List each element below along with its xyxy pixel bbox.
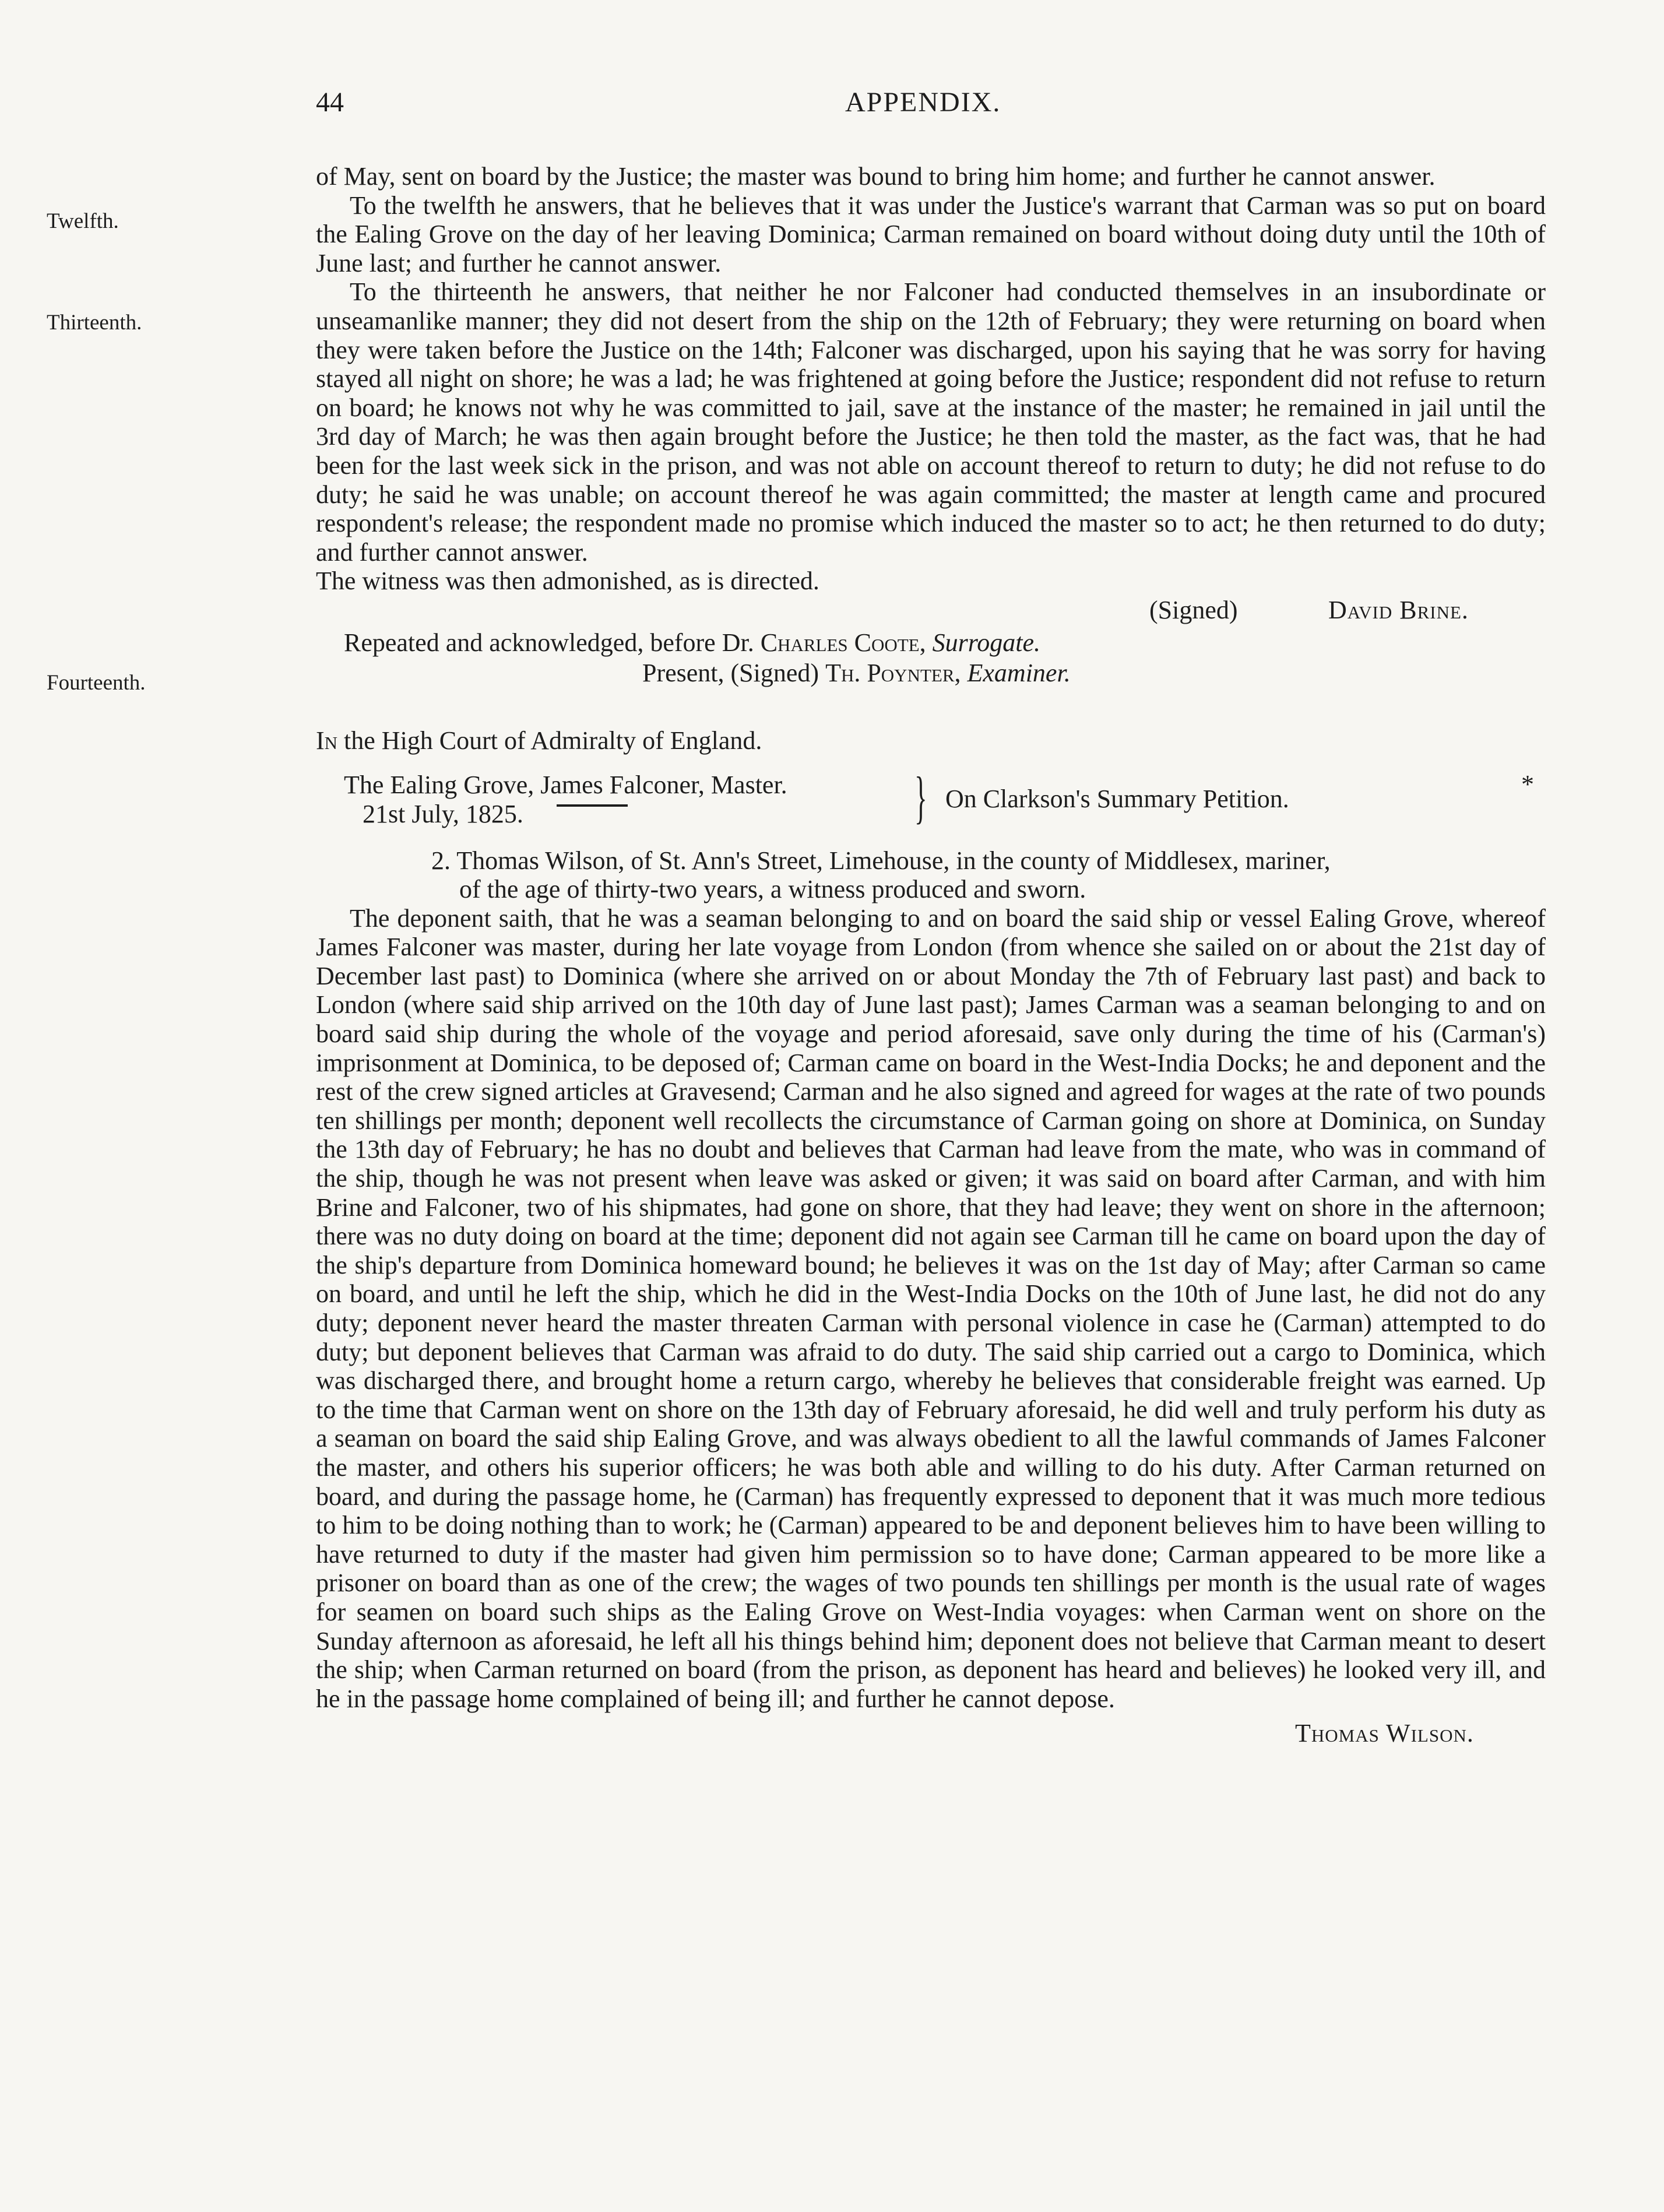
signature-line-brine	[316, 596, 1546, 628]
asterisk-mark: *	[1521, 770, 1534, 799]
signature-line-wilson	[316, 1719, 1546, 1754]
surrogate-role: Surrogate.	[932, 628, 1040, 657]
paragraph-twelfth: To the twelfth he answers, that he believes that it was under the Justice's warrant that Carman was so put on board the Ealing Grove on the day of her leaving Dominica; Carman remained on board without doing duty until the 10th of June last; and further he cannot answer.	[316, 191, 1546, 277]
witness-intro-line1: 2. Thomas Wilson, of St. Ann's Street, Limehouse, in the county of Middlesex, mariner,	[431, 846, 1331, 875]
court-heading-text: the High Court of Admiralty of England.	[337, 726, 762, 755]
page-body	[316, 162, 1546, 1754]
examiner-name: Th. Poynter,	[825, 658, 961, 687]
examiner-role: Examiner.	[967, 658, 1071, 687]
signatory-name: David Brine.	[1328, 595, 1469, 624]
court-heading	[316, 726, 1546, 755]
paragraph-fourteenth: The witness was then admonished, as is directed.	[316, 567, 819, 596]
witness-signature: Thomas Wilson.	[1295, 1719, 1474, 1748]
running-title: APPENDIX.	[845, 87, 1001, 118]
deposition-text: The deponent saith, that he was a seaman belonging to and on board the said ship or vessel Ealing Grove, whereof James Falconer was master, during her late voyage from London (from whence she sailed on or about the 21st day of December last past) to Dominica (where she arrived on or about Monday the 7th of February last past) and back to London (where said ship arrived on the 10th day of June last past); James Carman was a seaman belonging to and on board said ship during the whole of the voyage and period aforesaid, save only during the time of his (Carman's) imprisonment at Dominica, to be deposed of; Carman came on board in the West-India Docks; he and deponent and the rest of the crew signed articles at Gravesend; Carman and he also signed and agreed for wages at the rate of two pounds ten shillings per month; deponent well recollects the circumstance of Carman going on shore at Dominica, on Sunday the 13th day of February; he has no doubt and believes that Carman had leave from the mate, who was in command of the ship, though he was not present when leave was asked or given; it was said on board after Carman, and with him Brine and Falconer, two of his shipmates, had gone on shore, that they had leave; they went on shore in the afternoon; there was no duty doing on board at the time; deponent did not again see Carman till he came on board upon the day of the ship's departure from Dominica homeward bound; he believes it was on the 1st day of May; after Carman so came on board, and until he left the ship, which he did in the West-India Docks on the 10th of June last, he did not do any duty; deponent never heard the master threaten Carman with personal violence in case he (Carman) attempted to do duty; but deponent believes that Carman was afraid to do duty. The said ship carried out a cargo to Dominica, which was discharged there, and brought home a return cargo, whereby he believes that considerable freight was earned. Up to the time that Carman went on shore on the 13th day of February aforesaid, he did well and truly perform his duty as a seaman on board the said ship Ealing Grove, and was always obedient to all the lawful commands of James Falconer the master, and others his superior officers; he was both able and willing to do his duty. After Carman returned on board, and during the passage home, he (Carman) has frequently expressed to deponent that it was much more tedious to him to be doing nothing than to work; he (Carman) appeared to be and deponent believes him to have been willing to have returned to duty if the master had given him permission so to have done; Carman appeared to be more like a prisoner on board than as one of the crew; the wages of two pounds ten shillings per month is the usual rate of wages for seamen on board such ships as the Ealing Grove on West-India voyages: when Carman went on shore on the Sunday afternoon as aforesaid, he left all his things behind him; deponent does not believe that Carman meant to desert the ship; when Carman returned on board (from the prison, as deponent has heard and believes) he looked very ill, and he in the passage home complained of being ill; and further he cannot depose.	[316, 903, 1546, 1713]
signed-label: (Signed)	[1149, 595, 1238, 624]
margin-note-twelfth: Twelfth.	[47, 209, 119, 233]
paragraph-thirteenth: To the thirteenth he answers, that neither he nor Falconer had conducted themselves in an insubordinate or unseamanlike manner; they did not desert from the ship on the 12th of February; they were returning on board when they were taken before the Justice on the 14th; Falconer was discharged, upon his saying that he was sorry for having stayed all night on shore; he was a lad; he was frightened at going before the Justice; respondent did not refuse to return on board; he knows not why he was committed to jail, save at the instance of the master; he remained in jail until the 3rd day of March; he was then again brought before the Justice; he then told the master, as the fact was, that he had been for the last week sick in the prison, and was not able on account thereof to return to duty; he did not refuse to do duty; he said he was unable; on account thereof he was again committed; the master at length came and procured respondent's release; the respondent made no promise which induced the master so to act; he then returned to do duty; and further cannot answer.	[316, 277, 1546, 567]
present-text: Present, (Signed)	[642, 658, 819, 687]
case-caption	[316, 764, 1546, 835]
brace-mark: }	[914, 764, 927, 829]
margin-note-thirteenth: Thirteenth.	[47, 311, 142, 335]
repeated-text: Repeated and acknowledged, before Dr.	[344, 628, 754, 657]
case-petition: On Clarkson's Summary Petition.	[945, 784, 1289, 813]
present-line	[316, 659, 1546, 694]
case-title: The Ealing Grove, James Falconer, Master.	[344, 770, 787, 799]
case-date: 21st July, 1825.	[363, 799, 523, 828]
page-number: 44	[316, 87, 344, 118]
witness-intro	[316, 846, 1546, 904]
margin-note-fourteenth: Fourteenth.	[47, 671, 146, 695]
surrogate-name: Charles Coote,	[760, 628, 926, 657]
witness-intro-line2: of the age of thirty-two years, a witness produced and sworn.	[459, 875, 1086, 904]
court-heading-prefix: In	[316, 726, 338, 755]
page-header	[309, 86, 1550, 127]
paragraph-continued: of May, sent on board by the Justice; the master was bound to bring him home; and further he cannot answer.	[316, 162, 1436, 191]
repeated-line	[316, 628, 1546, 659]
